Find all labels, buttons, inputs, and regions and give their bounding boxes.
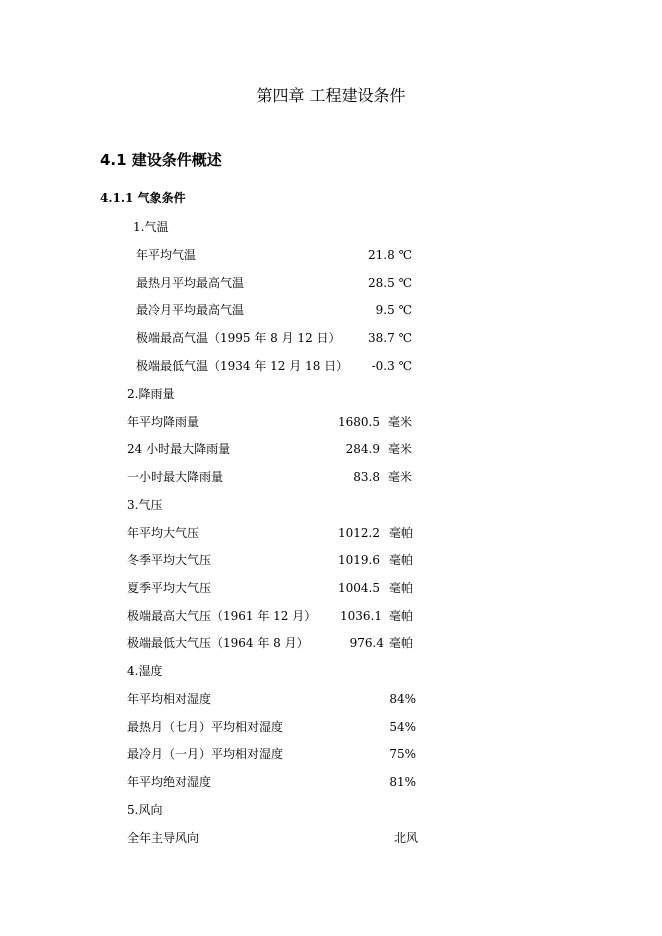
pressure-row-label: 冬季平均大气压 — [127, 553, 212, 567]
temperature-row-label: 最热月平均最高气温 — [136, 276, 245, 290]
temperature-row-value: 9.5 ℃ — [375, 303, 412, 317]
humidity-row-value: 54% — [389, 720, 416, 734]
temperature-row-label: 最冷月平均最高气温 — [136, 303, 245, 317]
pressure-row-unit: 毫帕 — [389, 526, 414, 540]
section-heading: 4.1 建设条件概述 — [100, 151, 222, 169]
rainfall-row-unit: 毫米 — [388, 442, 413, 456]
temperature-row-value: 21.8 ℃ — [368, 248, 412, 262]
rainfall-row-label: 一小时最大降雨量 — [127, 470, 224, 484]
subsection-heading: 4.1.1 气象条件 — [100, 191, 186, 205]
pressure-row-label: 极端最高大气压（1961 年 12 月） — [127, 609, 317, 623]
humidity-row-value: 75% — [389, 747, 416, 761]
rainfall-row-unit: 毫米 — [388, 415, 413, 429]
rainfall-row-unit: 毫米 — [388, 470, 413, 484]
humidity-row-label: 年平均绝对湿度 — [127, 775, 212, 789]
humidity-row-label: 年平均相对湿度 — [127, 692, 212, 706]
humidity-row-label: 最热月（七月）平均相对湿度 — [127, 720, 284, 734]
pressure-row-value: 1036.1 — [340, 609, 382, 623]
temperature-row-value: 28.5 ℃ — [368, 276, 412, 290]
humidity-row-value: 84% — [389, 692, 416, 706]
rainfall-row-value: 284.9 — [345, 442, 380, 456]
pressure-row-label: 夏季平均大气压 — [127, 581, 212, 595]
humidity-heading: 4.湿度 — [127, 664, 163, 678]
wind-heading: 5.风向 — [127, 803, 163, 817]
pressure-row-value: 1019.6 — [338, 553, 380, 567]
humidity-row-label: 最冷月（一月）平均相对湿度 — [127, 747, 284, 761]
rainfall-row-label: 24 小时最大降雨量 — [127, 442, 231, 456]
pressure-row-label: 极端最低大气压（1964 年 8 月） — [127, 636, 309, 650]
rainfall-row-label: 年平均降雨量 — [127, 415, 200, 429]
pressure-row-unit: 毫帕 — [389, 636, 414, 650]
pressure-row-unit: 毫帕 — [389, 581, 414, 595]
temperature-row-label: 年平均气温 — [136, 248, 197, 262]
pressure-row-unit: 毫帕 — [389, 553, 414, 567]
rainfall-row-value: 1680.5 — [338, 415, 380, 429]
pressure-row-unit: 毫帕 — [389, 609, 414, 623]
temperature-row-label: 极端最低气温（1934 年 12 月 18 日） — [136, 359, 349, 373]
pressure-row-value: 1004.5 — [338, 581, 380, 595]
wind-row-value: 北风 — [393, 831, 418, 845]
pressure-heading: 3.气压 — [127, 498, 163, 512]
temperature-heading: 1.气温 — [133, 220, 169, 234]
rainfall-heading: 2.降雨量 — [127, 387, 175, 401]
temperature-row-value: -0.3 ℃ — [371, 359, 412, 373]
wind-row-label: 全年主导风向 — [127, 831, 200, 845]
pressure-row-value: 1012.2 — [338, 526, 380, 540]
chapter-title: 第四章 工程建设条件 — [256, 86, 406, 105]
pressure-row-value: 976.4 — [349, 636, 384, 650]
pressure-row-label: 年平均大气压 — [127, 526, 200, 540]
temperature-row-value: 38.7 ℃ — [368, 331, 412, 345]
humidity-row-value: 81% — [389, 775, 416, 789]
rainfall-row-value: 83.8 — [353, 470, 380, 484]
temperature-row-label: 极端最高气温（1995 年 8 月 12 日） — [136, 331, 341, 345]
